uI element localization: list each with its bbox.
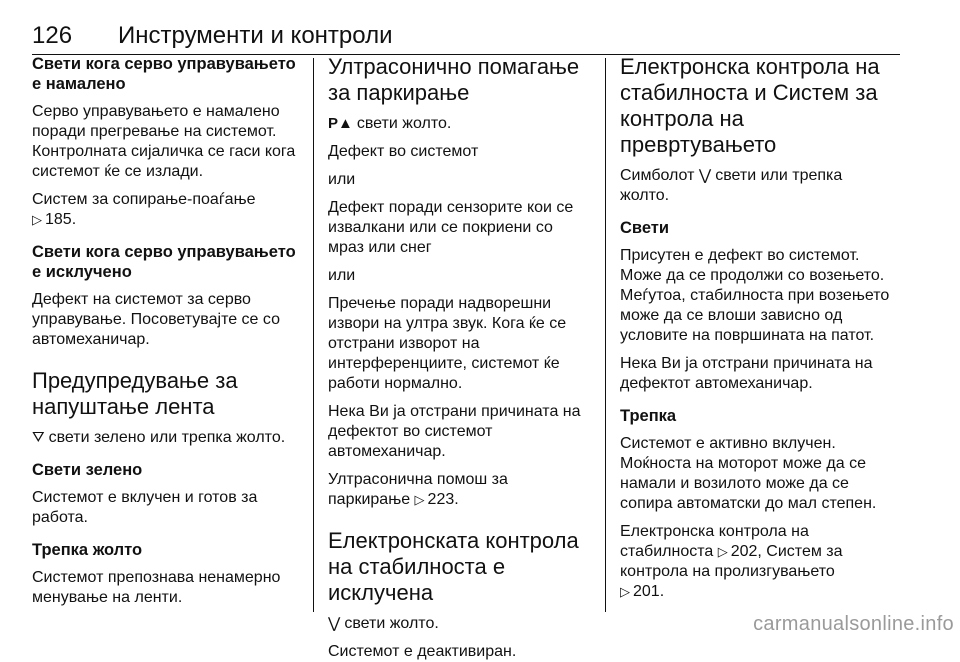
section-title: Електронската контрола на стабилноста е исклучена — [328, 528, 579, 605]
paragraph: Системот е вклучен и готов за работа. — [32, 489, 258, 526]
paragraph: Пречење поради надворешни извори на ултра звук. Кога ќе се отстрани изворот на интерференциите, системот ќе работи нормално. — [328, 295, 567, 392]
arrow-reference-icon: ▷ — [717, 544, 728, 559]
esc-off-icon: ⋁ — [328, 615, 341, 632]
paragraph: или — [328, 267, 356, 284]
column-divider — [313, 58, 314, 612]
section-title: Ултрасонично помагање за паркирање — [328, 54, 580, 105]
page-reference[interactable]: 185. — [45, 211, 77, 228]
page-number: 126 — [32, 22, 73, 49]
paragraph: ⛛ свети зелено или трепка жолто. — [32, 429, 286, 446]
paragraph: Нека Ви ја отстрани причината на дефектот автомеханичар. — [620, 355, 873, 392]
section-title: Предупредување за напуштање лента — [32, 368, 238, 419]
section-heading: Свети кога серво управувањето е исклучено — [32, 243, 296, 281]
paragraph: Серво управувањето е намалено поради прегревање на системот. Контролната сијаличка се гаси кога системот ќе се излади. — [32, 103, 296, 180]
parking-assist-icon: P▲ — [328, 115, 353, 132]
paragraph: P▲ свети жолто. — [328, 115, 452, 132]
reference-text: Систем за сопирање-поаѓање — [32, 191, 256, 208]
paragraph — [32, 190, 302, 230]
column-2 — [328, 54, 590, 662]
paragraph — [328, 470, 590, 510]
page-reference[interactable]: 202, Систем за контрола на пролизгувањето — [620, 543, 843, 580]
paragraph: Системот е деактивиран. — [328, 643, 517, 660]
column-divider — [605, 58, 606, 612]
lane-departure-icon: ⛛ — [32, 429, 45, 446]
page-header — [32, 22, 900, 56]
paragraph — [620, 522, 895, 602]
section-heading: Свети зелено — [32, 461, 143, 479]
section-heading: Трепка жолто — [32, 541, 143, 559]
page-reference[interactable]: 223. — [427, 491, 459, 508]
arrow-reference-icon: ▷ — [32, 212, 42, 227]
watermark: carmanualsonline.info — [753, 613, 954, 635]
paragraph: Дефект во системот — [328, 143, 479, 160]
arrow-reference-icon: ▷ — [620, 584, 630, 599]
esc-icon: ⋁ — [698, 167, 712, 184]
column-1 — [32, 54, 302, 608]
reference-text: Ултрасонична помош за паркирање — [328, 471, 508, 508]
paragraph: Дефект на системот за серво управување. Посоветувајте се со автомеханичар. — [32, 291, 280, 348]
paragraph: Симболот ⋁ свети или трепка жолто. — [620, 167, 843, 204]
page-title: Инструменти и контроли — [118, 22, 393, 49]
arrow-reference-icon: ▷ — [414, 492, 425, 507]
paragraph: Системот е активно вклучен. Моќноста на моторот може да се намали и возилото може да се сопира автоматски до мал степен. — [620, 435, 877, 512]
paragraph: Нека Ви ја отстрани причината на дефектот во системот автомеханичар. — [328, 403, 581, 460]
reference-text: Електронска контрола на стабилноста — [620, 523, 809, 560]
paragraph: Дефект поради сензорите кои се извалкани или се покриени со мраз или снег — [328, 199, 574, 256]
page-reference[interactable]: 201. — [633, 583, 665, 600]
section-heading: Трепка — [620, 407, 677, 425]
paragraph: ⋁ свети жолто. — [328, 615, 439, 632]
paragraph: или — [328, 171, 356, 188]
column-3 — [620, 54, 895, 602]
paragraph: Системот препознава ненамерно менување на ленти. — [32, 569, 281, 606]
paragraph: Присутен е дефект во системот. Може да се продолжи со возењето. Меѓутоа, стабилноста при возењето може да се влоши зависно од условите на површината на патот. — [620, 247, 890, 344]
section-heading: Свети кога серво управувањето е намалено — [32, 55, 296, 93]
section-title: Електронска контрола на стабилноста и Систем за контрола на превртувањето — [620, 54, 880, 157]
section-heading: Свети — [620, 219, 670, 237]
